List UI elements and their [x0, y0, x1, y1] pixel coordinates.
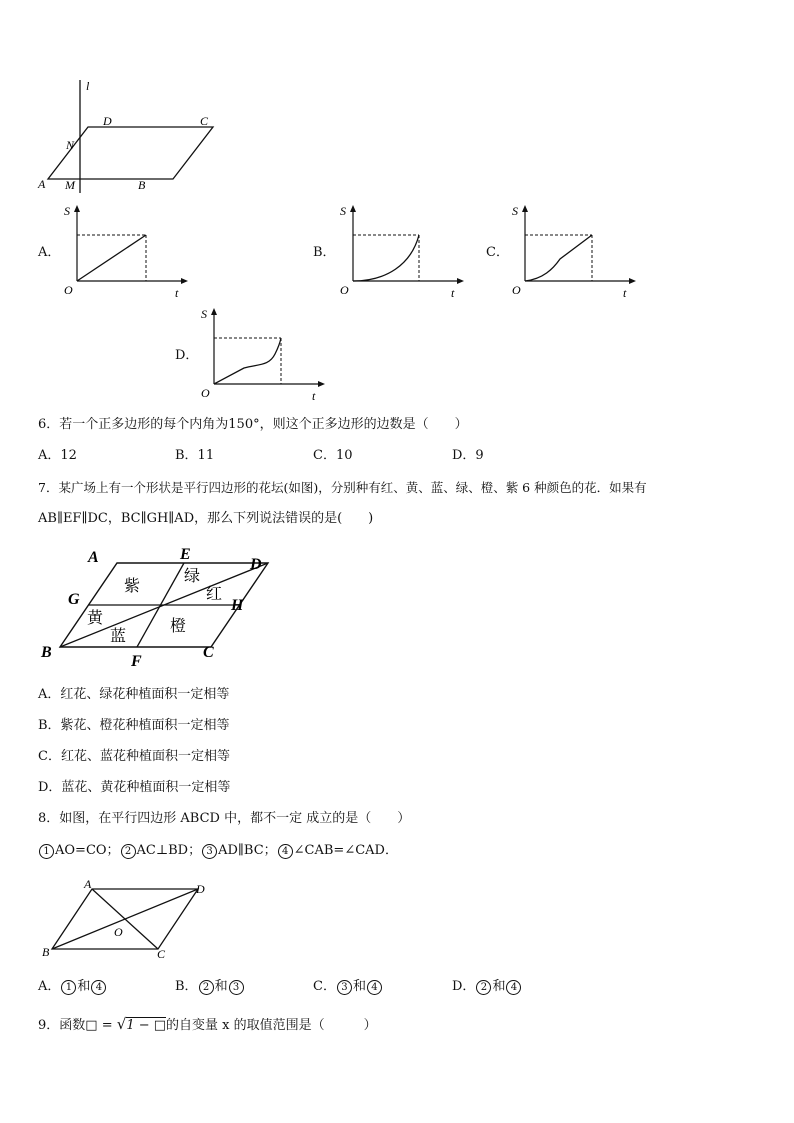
- graph-option-d-label[interactable]: D．: [175, 348, 199, 363]
- statement-text: AO=CO；: [55, 843, 120, 858]
- circled-number: 2: [199, 980, 214, 995]
- vertex-a: A: [88, 549, 99, 566]
- region-yellow: 黄: [87, 608, 104, 627]
- graph-option-b: [336, 203, 476, 301]
- flower-bed-figure: [38, 543, 278, 671]
- parallelogram-abcd-figure: [38, 875, 218, 961]
- q9-suffix: 的自变量 x 的取值范围是（ ）: [166, 1018, 377, 1033]
- vertex-d: D: [103, 114, 112, 128]
- circled-number: 4: [91, 980, 106, 995]
- option-and: 和: [492, 979, 506, 994]
- vertex-c: C: [203, 644, 214, 661]
- q7-option-a[interactable]: A．红花、绿花种植面积一定相等: [38, 687, 230, 702]
- option-and: 和: [214, 979, 228, 994]
- axis-s-label: S: [340, 204, 346, 218]
- vertex-d: D: [250, 556, 262, 573]
- vertex-a: A: [38, 177, 46, 191]
- q9-func-var: □: [85, 1018, 98, 1033]
- circled-number: 3: [229, 980, 244, 995]
- region-orange: 橙: [170, 616, 187, 635]
- region-purple: 紫: [124, 576, 141, 595]
- q7-option-d[interactable]: D．蓝花、黄花种植面积一定相等: [38, 780, 231, 795]
- circled-number: 3: [337, 980, 352, 995]
- vertex-b: B: [42, 945, 50, 959]
- option-and: 和: [352, 979, 366, 994]
- region-green: 绿: [184, 566, 201, 585]
- circled-number: 4: [506, 980, 521, 995]
- question-8-statements: [38, 842, 398, 860]
- vertex-b: B: [138, 178, 146, 192]
- vertex-h: H: [231, 597, 244, 614]
- option-and: 和: [77, 979, 91, 994]
- axis-t-label: t: [451, 286, 455, 300]
- question-7-stem-line2: AB∥EF∥DC，BC∥GH∥AD，那么下列说法错误的是( ): [38, 511, 374, 526]
- axis-t-label: t: [175, 286, 179, 300]
- circled-number: 3: [202, 844, 217, 859]
- question-8-stem: 8．如图，在平行四边形 ABCD 中，都不一定 成立的是（ ）: [38, 811, 411, 826]
- axis-t-label: t: [623, 286, 627, 300]
- graph-option-d: [197, 306, 337, 404]
- graph-option-c: [508, 203, 648, 301]
- q8-option-c[interactable]: [313, 978, 383, 996]
- q7-option-c[interactable]: C．红花、蓝花种植面积一定相等: [38, 749, 230, 764]
- axis-t-label: t: [312, 389, 316, 403]
- q8-option-d[interactable]: [452, 978, 522, 996]
- q9-equals: =: [97, 1018, 117, 1033]
- graph-option-a-label[interactable]: A．: [38, 245, 61, 260]
- vertex-d: D: [196, 882, 205, 896]
- origin-label: O: [340, 283, 349, 297]
- circled-number: 1: [39, 844, 54, 859]
- vertex-m: M: [65, 178, 75, 192]
- origin-label: O: [201, 386, 210, 400]
- axis-s-label: S: [512, 204, 518, 218]
- region-blue: 蓝: [110, 626, 127, 645]
- q6-option-a[interactable]: A．12: [38, 448, 77, 463]
- vertex-c: C: [200, 114, 209, 128]
- statement-text: AC⊥BD；: [136, 843, 202, 858]
- vertex-f: F: [131, 653, 142, 670]
- vertex-c: C: [157, 947, 166, 961]
- parallelogram-line-figure: [30, 75, 230, 200]
- origin-label: O: [64, 283, 73, 297]
- axis-s-label: S: [64, 204, 70, 218]
- graph-option-c-label[interactable]: C．: [486, 245, 509, 260]
- circled-number: 4: [367, 980, 382, 995]
- q7-option-b[interactable]: B．紫花、橙花种植面积一定相等: [38, 718, 230, 733]
- line-l-label: l: [86, 79, 90, 93]
- vertex-a: A: [84, 877, 92, 891]
- question-6-stem: 6．若一个正多边形的每个内角为150°，则这个正多边形的边数是（ ）: [38, 417, 468, 432]
- vertex-g: G: [68, 591, 80, 608]
- q9-radicand: 1 − □: [126, 1018, 167, 1033]
- vertex-e: E: [180, 546, 191, 563]
- circled-number: 4: [278, 844, 293, 859]
- circled-number: 2: [121, 844, 136, 859]
- q8-option-a[interactable]: [38, 978, 107, 996]
- question-7-stem-line1: 7．某广场上有一个形状是平行四边形的花坛(如图)，分别种有红、黄、蓝、绿、橙、紫 6 种颜色的花．如果有: [38, 480, 647, 495]
- q9-prefix: 9．函数: [38, 1018, 86, 1033]
- q8-option-b[interactable]: [175, 978, 245, 996]
- option-letter: C．: [313, 979, 336, 994]
- circled-number: 1: [61, 980, 76, 995]
- question-9-stem: [38, 1015, 377, 1035]
- origin-label: O: [512, 283, 521, 297]
- graph-option-b-label[interactable]: B．: [313, 245, 336, 260]
- graph-option-a: [60, 203, 200, 301]
- q6-option-d[interactable]: D．9: [452, 448, 484, 463]
- statement-text: ∠CAB=∠CAD．: [293, 843, 398, 858]
- option-letter: D．: [452, 979, 476, 994]
- option-letter: B．: [175, 979, 198, 994]
- option-letter: A．: [38, 979, 61, 994]
- q6-option-b[interactable]: B．11: [175, 448, 215, 463]
- statement-text: AD∥BC；: [218, 843, 277, 858]
- vertex-o: O: [114, 925, 123, 939]
- q6-option-c[interactable]: C．10: [313, 448, 353, 463]
- vertex-n: N: [66, 138, 75, 152]
- sqrt-sign: √: [116, 1015, 127, 1033]
- region-red: 红: [206, 584, 223, 603]
- circled-number: 2: [476, 980, 491, 995]
- vertex-b: B: [41, 644, 52, 661]
- axis-s-label: S: [201, 307, 207, 321]
